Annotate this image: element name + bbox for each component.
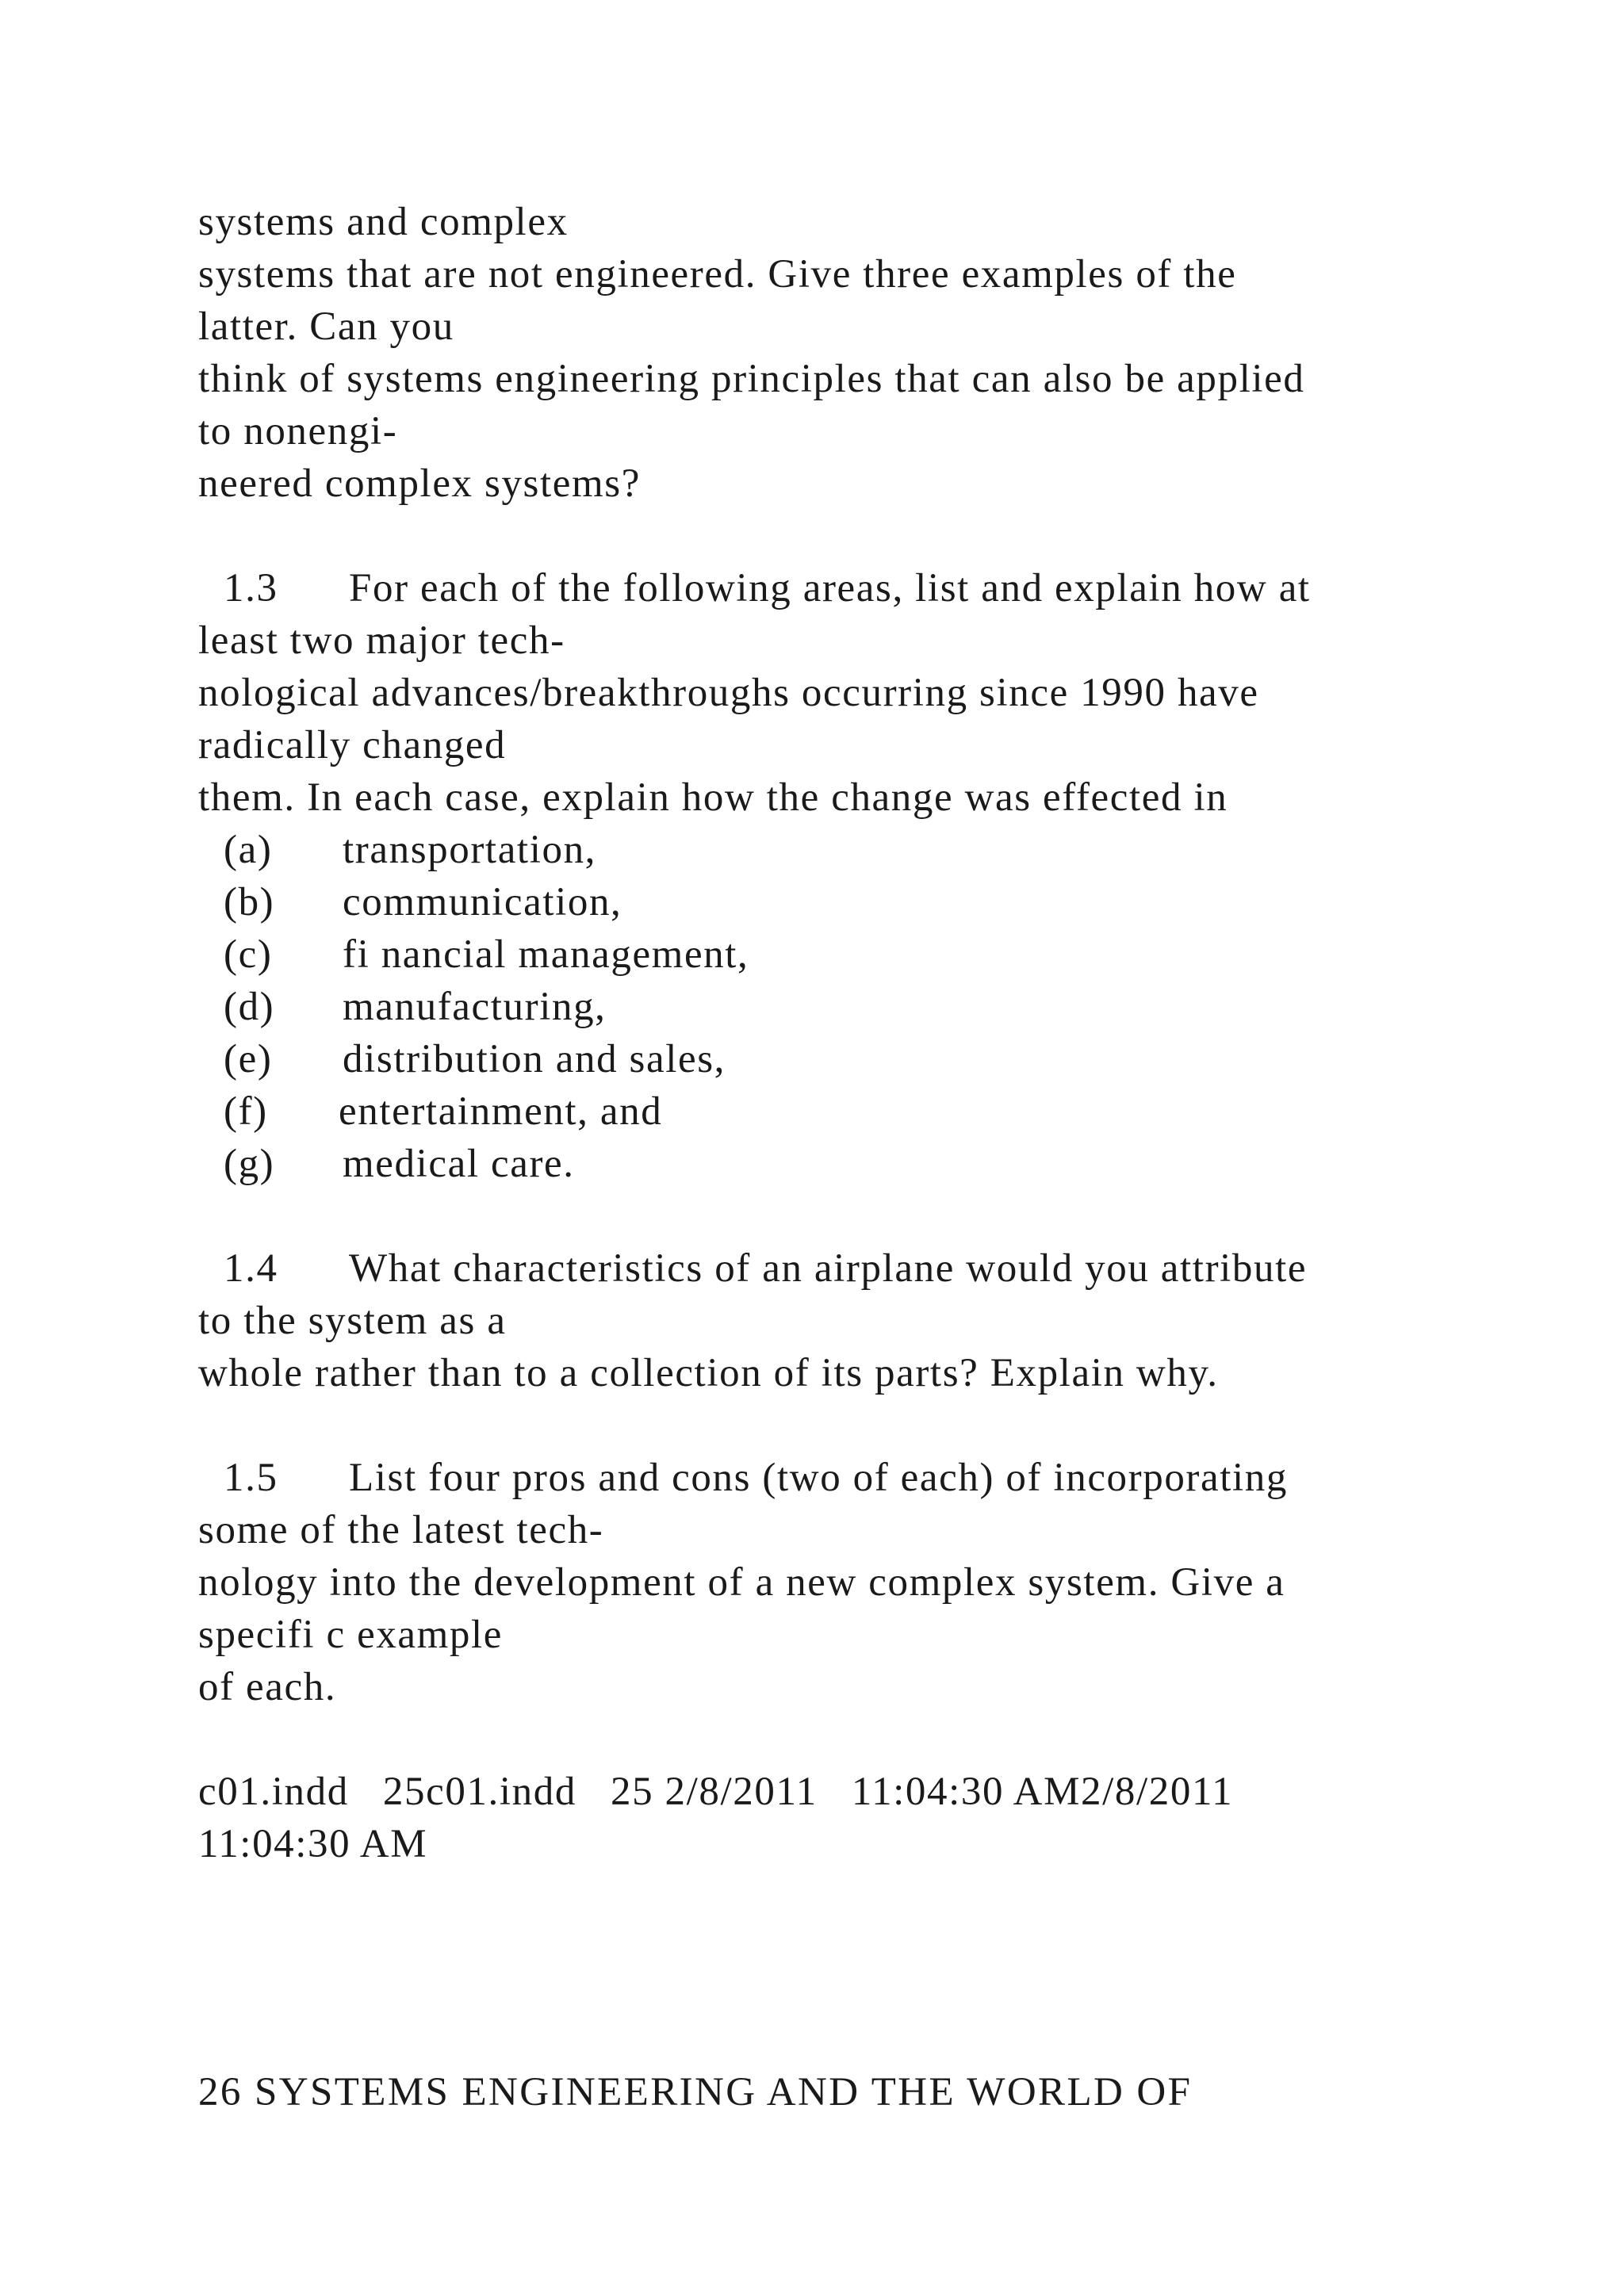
question-line: whole rather than to a collection of its parts? Explain why.: [198, 1351, 1219, 1395]
question-text: List four pros and cons (two of each) of incorporating: [349, 1456, 1288, 1500]
print-slug-line: 11:04:30 AM: [198, 1822, 428, 1866]
question-text: What characteristics of an airplane would you attribute: [349, 1246, 1308, 1291]
intro-line: neered complex systems?: [198, 461, 641, 506]
question-1-4-first-line: [224, 1245, 1307, 1292]
question-line: specifi c example: [198, 1613, 504, 1657]
question-line: radically changed: [198, 723, 507, 767]
list-item-text: medical care.: [343, 1142, 575, 1186]
list-item-label: (g): [224, 1142, 275, 1186]
question-1-5-first-line: [224, 1454, 1288, 1502]
list-item-text: transportation,: [343, 828, 597, 872]
intro-line: systems that are not engineered. Give three examples of the: [198, 252, 1237, 297]
question-number: 1.3: [224, 566, 278, 610]
question-text: For each of the following areas, list and explain how at: [349, 566, 1311, 610]
list-item-text: manufacturing,: [343, 985, 607, 1029]
question-line: some of the latest tech-: [198, 1508, 604, 1552]
list-item-label: (b): [224, 880, 275, 924]
intro-line: latter. Can you: [198, 304, 454, 349]
list-item-text: fi nancial management,: [343, 932, 749, 977]
print-slug-line: c01.indd 25c01.indd 25 2/8/2011 11:04:30 AM2/8/2011: [198, 1770, 1234, 1814]
list-item-text: distribution and sales,: [343, 1037, 726, 1081]
intro-line: systems and complex: [198, 200, 569, 244]
intro-line: think of systems engineering principles that can also be applied: [198, 357, 1305, 401]
list-item-label: (f): [224, 1089, 268, 1134]
list-item-label: (c): [224, 932, 273, 977]
question-line: them. In each case, explain how the change was effected in: [198, 775, 1228, 820]
question-number: 1.5: [224, 1456, 278, 1500]
question-line: nology into the development of a new complex system. Give a: [198, 1560, 1285, 1605]
question-line: nological advances/breakthroughs occurring since 1990 have: [198, 671, 1259, 715]
list-item-text: communication,: [343, 880, 622, 924]
running-head: 26 SYSTEMS ENGINEERING AND THE WORLD OF: [198, 2070, 1193, 2114]
list-item-label: (a): [224, 828, 273, 872]
list-item-label: (d): [224, 985, 275, 1029]
question-number: 1.4: [224, 1246, 278, 1291]
list-item-label: (e): [224, 1037, 273, 1081]
question-line: of each.: [198, 1665, 337, 1709]
intro-line: to nonengi-: [198, 409, 398, 453]
question-line: to the system as a: [198, 1299, 507, 1343]
question-line: least two major tech-: [198, 618, 565, 663]
list-item-text: entertainment, and: [339, 1089, 663, 1134]
question-1-3-first-line: [224, 564, 1311, 612]
